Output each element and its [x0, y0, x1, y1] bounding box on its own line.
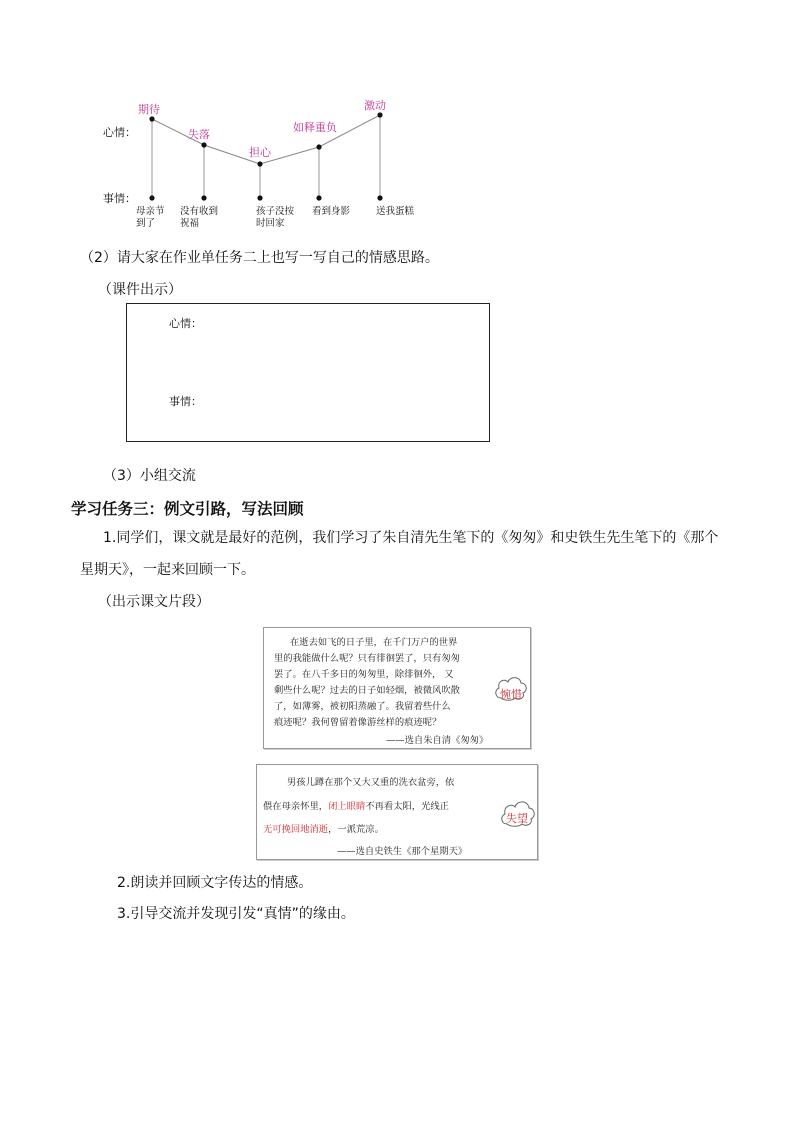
- item-2-text: 2.朗读并回顾文字传达的情感。: [117, 875, 313, 891]
- event-label-4: 看到身影: [312, 206, 351, 217]
- step-2-text: （2）请大家在作业单任务二上也写一写自己的情感思路。: [80, 250, 439, 266]
- mood-label-anticipation: 期待: [138, 103, 160, 116]
- excerpt-1-line: 罢了。在八千多日的匆匆里，除徘徊外， 又: [274, 669, 454, 680]
- excerpt-2-source: ——选自史铁生《那个星期天》: [337, 846, 468, 857]
- excerpt-2-line: 男孩儿蹲在那个又大又重的洗衣盆旁，依: [287, 777, 455, 788]
- excerpt-1-line: 了，如薄雾，被初阳蒸融了。我留着些什么: [274, 701, 451, 712]
- event-point: [201, 195, 206, 200]
- excerpt-1-line: 剩些什么呢？过去的日子如轻烟，被微风吹散: [274, 685, 460, 696]
- task-3-heading: 学习任务三：例文引路，写法回顾: [71, 500, 304, 518]
- event-label-2: 没有收到 祝福: [180, 206, 219, 229]
- event-point: [149, 195, 154, 200]
- mood-point: [257, 161, 262, 166]
- step-3-text: （3）小组交流: [103, 468, 196, 484]
- event-point: [316, 195, 321, 200]
- emotion-chart: [100, 92, 460, 232]
- courseware-note-1: （课件出示）: [98, 282, 182, 298]
- excerpt-2-line: 无可挽回地消逝，一派荒凉。: [263, 824, 384, 835]
- mood-label-excitement: 激动: [364, 99, 386, 112]
- event-point: [257, 195, 262, 200]
- mood-label-relief: 如释重负: [293, 121, 337, 134]
- excerpt-2-emotion-tag: 失望: [506, 812, 528, 825]
- excerpt-1-line: 在逝去如飞的日子里，在千门万户的世界: [290, 637, 458, 648]
- mood-label-worry: 担心: [249, 146, 271, 159]
- event-label-5: 送我蛋糕: [376, 206, 415, 217]
- excerpt-1-line: 痕迹呢？我何曾留着像游丝样的痕迹呢？: [274, 717, 442, 728]
- event-row-label: 事情：: [103, 192, 136, 205]
- template-event-label: 事情：: [169, 395, 202, 408]
- mood-label-disappointment: 失落: [188, 128, 210, 141]
- mood-point: [377, 112, 382, 117]
- paragraph-1-line-1: 1.同学们，课文就是最好的范例，我们学习了朱自清先生笔下的《匆匆》和史铁生先生笔下的《那个: [103, 530, 719, 546]
- mood-point: [149, 116, 154, 121]
- excerpt-card-2: [256, 764, 538, 860]
- item-3-text: 3.引导交流并发现引发“真情”的缘由。: [117, 906, 355, 922]
- mood-point: [316, 144, 321, 149]
- event-label-3: 孩子没按 时回家: [256, 206, 295, 229]
- event-label-1: 母亲节 到了: [136, 206, 165, 229]
- excerpt-card-1: [263, 627, 531, 749]
- template-mood-label: 心情：: [169, 317, 202, 330]
- mood-row-label: 心情：: [103, 126, 136, 139]
- excerpt-1-line: 里的我能做什么呢？只有徘徊罢了，只有匆匆: [274, 653, 460, 664]
- excerpt-1-source: ——选自朱自清《匆匆》: [386, 735, 489, 746]
- courseware-note-2: （出示课文片段）: [98, 594, 210, 610]
- excerpt-2-line: 偎在母亲怀里，闭上眼睛不再看太阳，光线正: [263, 801, 449, 812]
- paragraph-1-line-2: 星期天》，一起来回顾一下。: [80, 562, 255, 578]
- mood-event-template-box: [126, 303, 490, 442]
- excerpt-1-emotion-tag: 惋惜: [500, 688, 522, 701]
- event-point: [377, 195, 382, 200]
- mood-point: [201, 142, 206, 147]
